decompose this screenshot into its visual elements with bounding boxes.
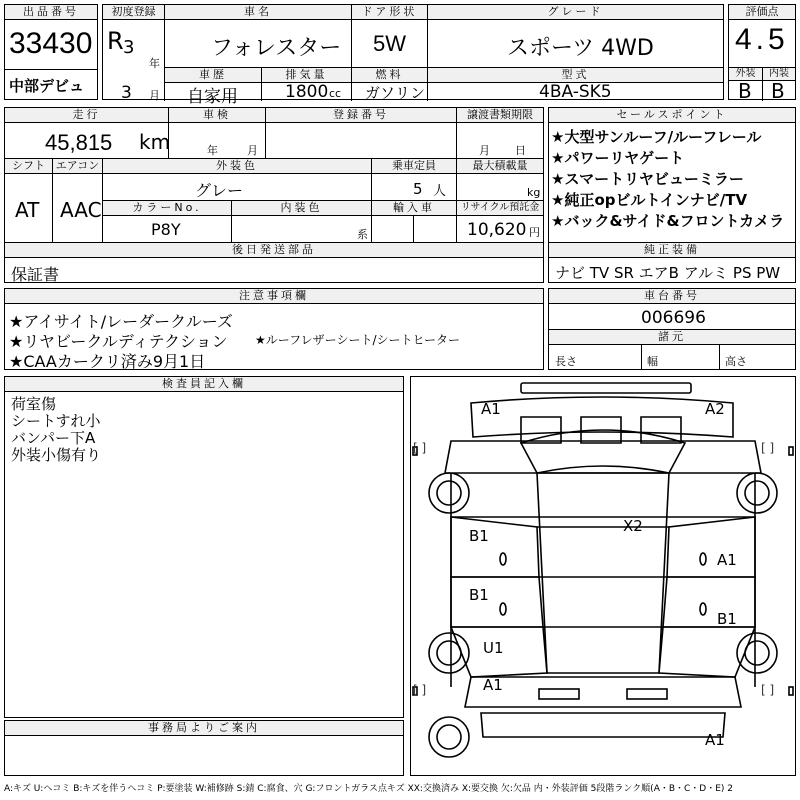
grade-label: グレード [427, 4, 724, 20]
office-label: 事務局よりご案内 [4, 720, 404, 736]
color-no: P8Y [151, 220, 181, 239]
transfer-day-unit: 日 [515, 144, 526, 157]
capacity-unit: 人 [433, 184, 447, 199]
inspector-box [4, 376, 404, 718]
sales-point-2: ★パワーリヤゲート [551, 149, 685, 167]
sales-points-label: セールスポイント [548, 107, 796, 123]
car-outline [411, 377, 795, 775]
ext-color-label: 外装色 [102, 158, 372, 174]
bracket-right-top: [ ] [761, 441, 775, 455]
height-label: 高さ [725, 355, 747, 368]
damage-x2-roof: X2 [623, 517, 643, 535]
chassis-label: 車台番号 [548, 288, 796, 304]
bracket-left-top: [ ] [413, 441, 427, 455]
car-name-label: 車名 [164, 4, 352, 20]
lot-number-box [4, 4, 98, 100]
fuel-label: 燃料 [351, 67, 428, 83]
sales-point-3: ★スマートリヤビューミラー [551, 170, 744, 188]
office-box [4, 720, 404, 776]
width-label: 幅 [647, 355, 658, 368]
interior-grade-label: 内装 [762, 67, 796, 81]
mileage: 45,815 [45, 130, 113, 155]
import-label: 輸入車 [371, 200, 457, 216]
damage-legend: A:キズ U:ヘコミ B:キズを伴うヘコミ P:要塗装 W:補修跡 S:錆 C:腐食、穴 G:フロントガラス点キズ XX:交換済み X:要交換 欠:欠品 内・外装評価 5段階ランク順(A・B・C・D・E) 2 [4, 784, 734, 794]
recycle-unit: 円 [529, 226, 540, 239]
max-load-label: 最大積載量 [456, 158, 544, 174]
inspector-label: 検査員記入欄 [4, 376, 404, 392]
sales-point-5: ★バック&サイド&フロントカメラ [551, 212, 785, 230]
bracket-left-bottom: [ ] [413, 683, 427, 697]
ac: AAC [60, 198, 102, 222]
history: 自家用 [187, 87, 238, 107]
bracket-right-bottom: [ ] [761, 683, 775, 697]
history-label: 車歴 [164, 67, 262, 83]
damage-b1-left-front-door: B1 [469, 527, 489, 545]
vehicle-header-box [102, 4, 724, 107]
capacity-label: 乗車定員 [371, 158, 457, 174]
inspector-notes [11, 396, 101, 464]
notes-line-1: ★アイサイト/レーダークルーズ [9, 312, 233, 331]
first-reg-label: 初度登録 [102, 4, 165, 20]
month-unit: 月 [149, 89, 160, 102]
later-parts: 保証書 [11, 265, 60, 284]
transfer-month-unit: 月 [479, 144, 490, 157]
equipment-items: ナビ TV SR エアB アルミ PS PW [555, 264, 781, 282]
mileage-unit: km [139, 130, 171, 154]
year-num: 3 [123, 37, 135, 58]
displacement-label: 排気量 [261, 67, 352, 83]
inspector-line-4: 外装小傷有り [11, 446, 102, 464]
year-unit: 年 [149, 57, 160, 70]
door-label: ドア形状 [351, 4, 428, 20]
damage-a1-right-front-door: A1 [717, 551, 737, 569]
damage-b1-left-rear-door: B1 [469, 586, 489, 604]
sales-point-1: ★大型サンルーフ/ルーフレール [551, 128, 762, 146]
exterior-grade: B [738, 79, 752, 103]
shift-label: シフト [4, 158, 53, 174]
damage-a1-top-left: A1 [481, 400, 501, 418]
inspector-line-2: シートすれ小 [11, 412, 101, 430]
model-code: 4BA-SK5 [539, 82, 612, 102]
info-box [4, 107, 544, 283]
damage-a1-bumper: A1 [705, 731, 725, 749]
damage-b1-right-rear-door: B1 [717, 610, 737, 628]
int-color-unit: 系 [357, 228, 368, 241]
spec-label: 諸元 [548, 329, 796, 345]
displacement-unit: cc [329, 87, 342, 100]
chassis-box [548, 288, 796, 370]
later-parts-label: 後日発送部品 [4, 242, 544, 258]
notes-label: 注意事項欄 [4, 288, 544, 304]
door: 5W [373, 31, 406, 56]
lot-number-label: 出品番号 [4, 4, 98, 20]
exterior-grade-label: 外装 [728, 67, 763, 81]
damage-u1-left-rear: U1 [483, 639, 504, 657]
sales-points-box [548, 107, 796, 283]
sales-points-list [551, 127, 784, 232]
score: 4.5 [735, 23, 789, 56]
month-num: 3 [121, 83, 132, 103]
score-box [728, 4, 796, 103]
equipment-label: 純正装備 [548, 242, 796, 258]
grade: スポーツ 4WD [507, 36, 654, 61]
recycle: 10,620 [467, 220, 527, 240]
notes-line-2a: ★リヤビークルディテクション [9, 332, 228, 351]
damage-a2-top-right: A2 [705, 400, 725, 418]
capacity: 5 [413, 180, 423, 198]
notes-line-3: ★CAAカークリ済み9月1日 [9, 352, 206, 371]
reg-no-label: 登録番号 [265, 107, 457, 123]
mileage-label: 走行 [4, 107, 169, 123]
ext-color: グレー [195, 181, 244, 200]
damage-diagram [410, 376, 796, 776]
chassis-number: 006696 [641, 308, 706, 328]
notes-box [4, 288, 544, 370]
notes-line-2b: ★ルーフレザーシート/シートヒーター [255, 333, 461, 347]
displacement: 1800 [285, 82, 329, 102]
car-name: フォレスター [211, 36, 342, 61]
score-label: 評価点 [728, 4, 796, 20]
damage-a1-left-bottom: A1 [483, 676, 503, 694]
sales-point-4: ★純正opビルトインナビ/TV [551, 191, 748, 209]
model-code-label: 型式 [427, 67, 724, 83]
transfer-label: 譲渡書類期限 [456, 107, 544, 123]
color-no-label: カラーNo. [102, 200, 232, 216]
inspector-line-3: バンパー下A [11, 429, 96, 447]
length-label: 長さ [555, 355, 577, 368]
shift: AT [15, 198, 40, 222]
recycle-label: リサイクル預託金 [456, 200, 544, 216]
inspection-month-unit: 月 [247, 144, 258, 157]
inspection-year-unit: 年 [207, 144, 218, 157]
era: R [107, 27, 124, 55]
inspection-label: 車検 [168, 107, 266, 123]
lot-number: 33430 [9, 27, 93, 60]
max-load-unit: kg [527, 186, 541, 199]
inspector-line-1: 荷室傷 [11, 395, 57, 413]
debut-label: 中部デビュ [9, 77, 85, 95]
interior-grade: B [771, 79, 785, 103]
fuel: ガソリン [365, 84, 426, 102]
int-color-label: 内装色 [231, 200, 372, 216]
ac-label: エアコン [52, 158, 103, 174]
